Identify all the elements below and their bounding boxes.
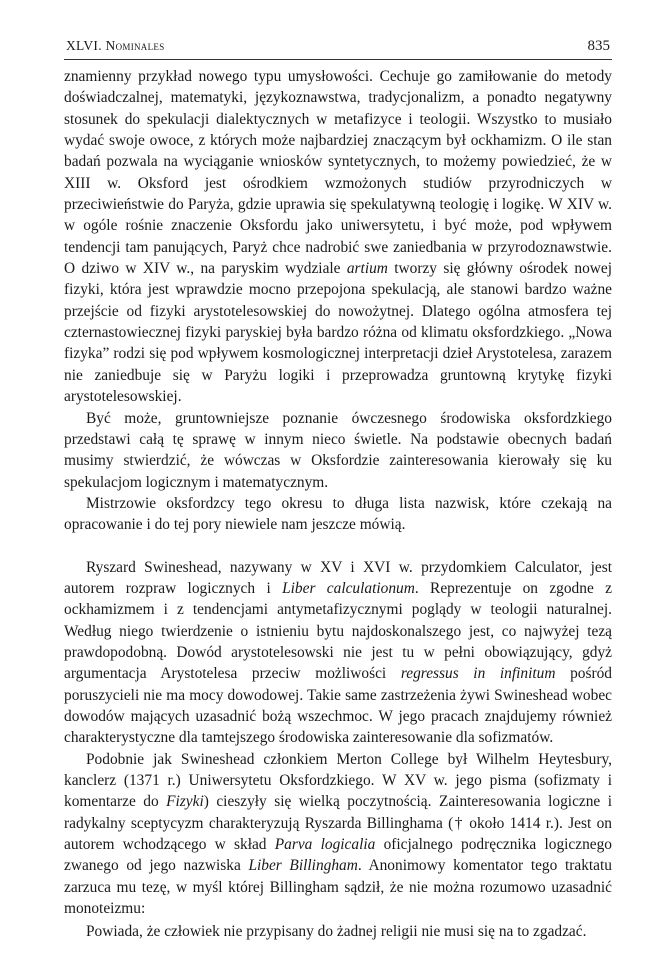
italic-term: regressus in infinitum <box>400 665 556 683</box>
italic-term: Liber calculationum <box>282 579 415 597</box>
italic-term: artium <box>346 260 388 278</box>
paragraph: Podobnie jak Swineshead członkiem Merton College był Wilhelm Heytesbury, kanclerz (1371 r.) Uniwersytetu Oksfordzkiego. W XV w. jego pisma (sofizmaty i komentarze do Fizyki) cieszyły się wielką poczytnością. Zainteresowania logiczne i radykalny sceptycyzm charakteryzują Ryszarda Billinghama († około 1414 r.). Jest on autorem wchodzącego w skład Parva logicalia oficjalnego podręcznika logicznego zwanego od jego nazwiska Liber Billingham. Anonimowy komentator tego traktatu zarzuca mu tezę, w myśl której Billingham sądził, że nie można rozumowo uzasadnić monoteizmu: <box>64 750 613 918</box>
book-page <box>64 38 612 943</box>
italic-term: Parva logicalia <box>274 836 376 854</box>
block-quote: Powiada, że człowiek nie przypisany do żadnej religii nie musi się na to zgadzać. <box>86 923 587 941</box>
running-header <box>64 38 612 60</box>
page-number: 835 <box>587 38 610 54</box>
paragraph: Mistrzowie oksfordzcy tego okresu to długa lista nazwisk, które czekają na opracowanie i do tej pory niewiele nam jeszcze mówią. <box>64 494 612 534</box>
running-title: XLVI. Nominales <box>66 38 165 53</box>
page-body <box>64 66 612 943</box>
paragraph: znamienny przykład nowego typu umysłowości. Cechuje go zamiłowanie do metody doświadczalnej, matematyki, językoznawstwa, tradycjonalizm, a ponadto negatywny stosunek do spekulacji dialektycznych w metafizyce i teologii. Wszystko to musiało wydać swoje owoce, z których może najbardziej znaczącym był ockhamizm. O ile stan badań pozwala na wyciąganie wniosków syntetycznych, to możemy powiedzieć, że w XIII w. Oksford jest ośrodkiem wzmożonych studiów przyrodniczych w przeciwieństwie do Paryża, gdzie uprawia się spekulatywną teologię i logikę. W XIV w. w ogóle rośnie znaczenie Oksfordu jako uniwersytetu, i być może, pod wpływem tendencji tam panujących, Paryż chce nadrobić swe zaniedbania w przyrodoznawstwie. O dziwo w XIV w., na paryskim wydziale artium tworzy się główny ośrodek nowej fizyki, która jest wprawdzie mocno przepojona spekulacją, ale stanowi bardzo ważne przejście od fizyki arystotelesowskiej do nowożytnej. Dlatego ogólna atmosfera tej czternastowiecznej fizyki paryskiej była bardzo różna od klimatu oksfordzkiego. „Nowa fizyka” rodzi się pod wpływem kosmologicznej interpretacji dzieł Arystotelesa, zarazem nie zaniedbuje się w Paryżu logiki i przeprowadza gruntowną krytykę fizyki arystotelesowskiej. <box>64 68 612 406</box>
italic-term: Liber Billingham <box>248 857 358 875</box>
paragraph: Ryszard Swineshead, nazywany w XV i XVI w. przydomkiem Calculator, jest autorem rozpraw logicznych i Liber calculationum. Reprezentuje on zgodne z ockhamizmem i z tendencjami antymetafizycznymi poglądy w teologii naturalnej. Według niego twierdzenie o istnieniu bytu najdoskonalszego jest, co najwyżej tezą prawdopodobną. Dowód arystotelesowski nie jest tu w pełni obowiązujący, gdyż argumentacja Arystotelesa przeciw możliwości regressus in infinitum pośród poruszycieli nie ma mocy dowodowej. Takie same zastrzeżenia żywi Swineshead wobec dowodów mających uzasadnić bożą wszechmoc. W jego pracach znajdujemy również charakterystyczne dla tamtejszego środowiska zainteresowanie dla sofizmatów. <box>64 558 612 747</box>
paragraph: Być może, gruntowniejsze poznanie ówczesnego środowiska oksfordzkiego przedstawi całą tę sprawę w innym nieco świetle. Na podstawie obecnych badań musimy stwierdzić, że wówczas w Oksfordzie zainteresowania kierowały się ku spekulacjom logicznym i matematycznym. <box>64 409 612 491</box>
italic-term: Fizyki <box>166 793 204 811</box>
